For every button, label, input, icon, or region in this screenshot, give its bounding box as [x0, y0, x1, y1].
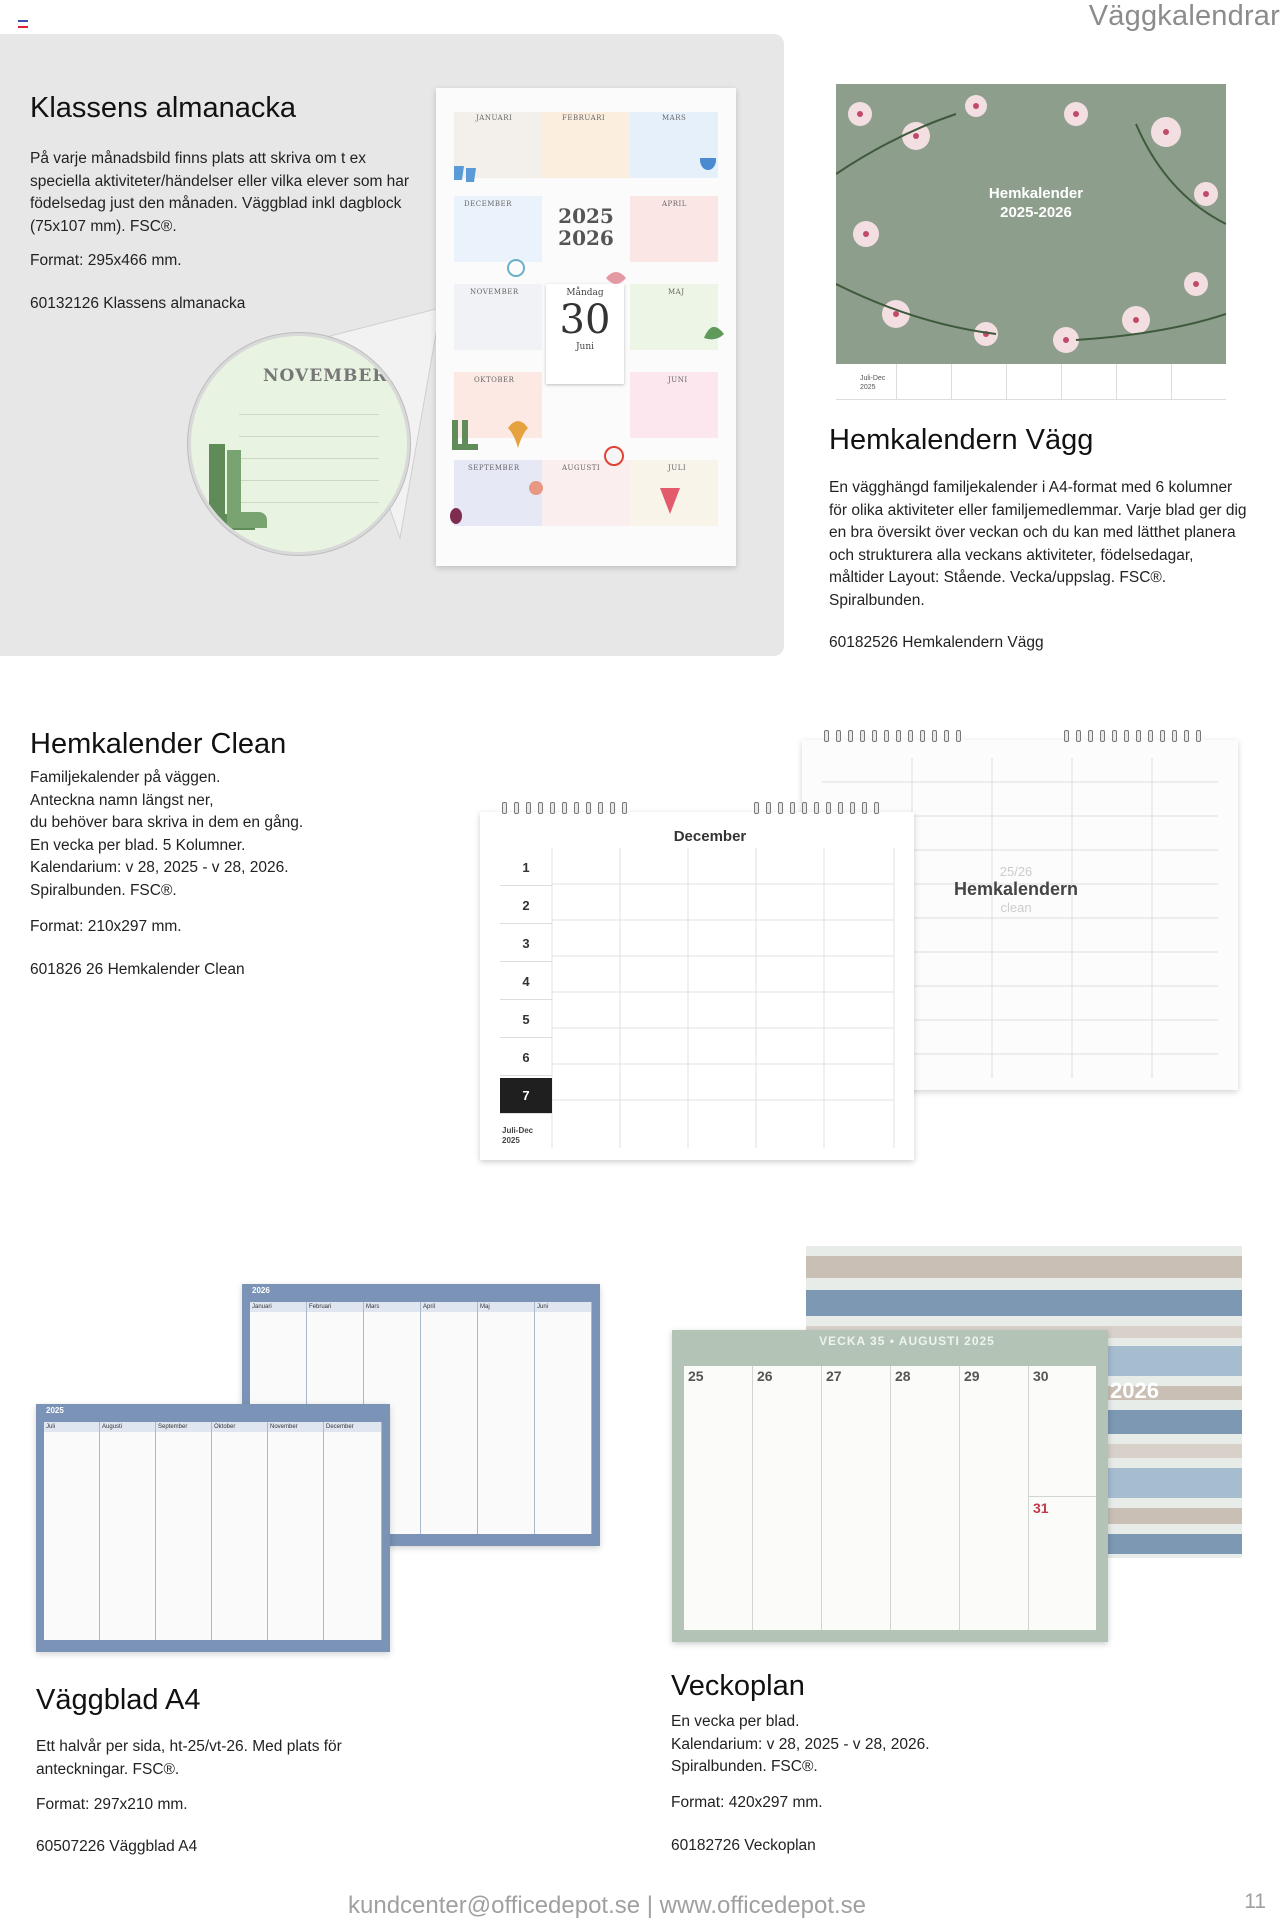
veckoplan-article: 60182726 Veckoplan	[671, 1837, 816, 1854]
day-number: 30	[559, 297, 611, 343]
description-line: Kalendarium: v 28, 2025 - v 28, 2026.	[671, 1735, 930, 1753]
day-month: Juni	[575, 342, 595, 352]
vaggblad-title: Väggblad A4	[36, 1684, 201, 1716]
spiral-binding	[1064, 730, 1201, 744]
day-cell: 6	[500, 1040, 552, 1076]
month-header: Februari	[307, 1302, 363, 1312]
week-title: VECKA 35 • AUGUSTI 2025	[819, 1334, 995, 1348]
klassens-article: 60132126 Klassens almanacka	[30, 295, 246, 312]
calendar-year-bottom: 2026	[558, 226, 614, 250]
veckoplan-front-image	[672, 1330, 1108, 1642]
day-number: 29	[964, 1368, 980, 1384]
zoom-detail-circle	[188, 333, 410, 555]
klassens-format: Format: 295x466 mm.	[30, 252, 182, 269]
cover-title: Hemkalender	[988, 185, 1084, 202]
month-label: OKTOBER	[474, 376, 515, 384]
spiral-binding	[824, 730, 961, 744]
day-number-sunday: 31	[1033, 1500, 1049, 1516]
month-header: September	[156, 1422, 211, 1432]
hemkalendern-vagg-description: En vägghängd familjekalender i A4-format med 6 kolumner för olika aktiviteter eller familjemedlemmar. Varje blad ger dig en bra översikt över veckan och du kan med lätthet planera och strukturera alla veckans aktiviteter, födelsedagar, måltider Layout: Stående. Vecka/uppslag. FSC®. Spiralbunden.	[829, 479, 1247, 609]
back-subtitle: clean	[1000, 900, 1032, 915]
month-label: NOVEMBER	[470, 288, 519, 296]
month-header: Juni	[535, 1302, 591, 1312]
hemkalendern-vagg-article: 60182526 Hemkalendern Vägg	[829, 634, 1044, 651]
day-cell: 4	[500, 964, 552, 1000]
description-line: Spiralbunden. FSC®.	[671, 1758, 818, 1775]
hemkalender-clean-front-image	[480, 812, 914, 1160]
month-header: Maj	[478, 1302, 534, 1312]
day-cell-sunday: 7	[500, 1078, 552, 1114]
cover-period-year: 2025	[860, 384, 876, 391]
back-title: Hemkalendern	[954, 879, 1079, 899]
vaggblad-front-image	[36, 1404, 390, 1652]
hemkalender-clean-description	[30, 767, 390, 902]
klassens-title: Klassens almanacka	[30, 92, 296, 124]
sheet-year: 2026	[252, 1286, 270, 1295]
month-label: MARS	[662, 114, 687, 122]
veckoplan-format: Format: 420x297 mm.	[671, 1794, 823, 1811]
description-line: Anteckna namn längst ner,	[30, 791, 214, 809]
hemkalender-clean-article: 601826 26 Hemkalender Clean	[30, 961, 245, 978]
hemkalendern-vagg-title: Hemkalendern Vägg	[829, 424, 1094, 456]
page-category: Väggkalendrar	[1088, 0, 1280, 32]
month-header: Januari	[250, 1302, 306, 1312]
front-month: December	[673, 828, 747, 845]
magnolia-flowers-icon	[836, 84, 1226, 364]
day-cell: 2	[500, 888, 552, 924]
spiral-binding	[754, 802, 879, 816]
day-number: 26	[757, 1368, 773, 1384]
month-label: JUNI	[668, 376, 688, 384]
day-name: Måndag	[566, 288, 604, 298]
description-line: Spiralbunden. FSC®.	[30, 881, 177, 899]
cover-years: 2025-2026	[1000, 204, 1072, 221]
vaggblad-format: Format: 297x210 mm.	[36, 1796, 188, 1813]
month-label: AUGUSTI	[562, 464, 601, 472]
klassens-description: På varje månadsbild finns plats att skriva om t ex speciella aktiviteter/händelser eller vilka elever som har födelsedag just den månaden. Väggblad inkl dagblock (75x107 mm). FSC®.	[30, 150, 410, 235]
month-label: APRIL	[662, 200, 687, 208]
vaggblad-description: Ett halvår per sida, ht-25/vt-26. Med plats för anteckningar. FSC®.	[36, 1738, 342, 1778]
month-header: April	[421, 1302, 477, 1312]
month-header: Augusti	[100, 1422, 155, 1432]
illustration-icons	[446, 158, 726, 538]
page-number: 11	[1244, 1890, 1266, 1913]
day-number: 27	[826, 1368, 842, 1384]
month-header: November	[268, 1422, 323, 1432]
month-header: Juli	[44, 1422, 99, 1432]
description-line: En vecka per blad. 5 Kolumner.	[30, 836, 246, 854]
month-label: JANUARI	[476, 114, 513, 122]
hemkalender-clean-format: Format: 210x297 mm.	[30, 918, 182, 935]
day-number: 28	[895, 1368, 911, 1384]
day-cell: 3	[500, 926, 552, 962]
month-label: JULI	[668, 464, 687, 472]
month-label: FEBRUARI	[562, 114, 606, 122]
month-label: SEPTEMBER	[468, 464, 520, 472]
spiral-binding	[502, 802, 627, 816]
month-header: Mars	[364, 1302, 420, 1312]
day-cell: 1	[500, 850, 552, 886]
front-period: Juli-Dec	[502, 1126, 534, 1135]
day-number: 25	[688, 1368, 704, 1384]
front-period-year: 2025	[502, 1136, 520, 1145]
month-header: Oktober	[212, 1422, 267, 1432]
flag-icon	[18, 20, 28, 27]
month-header: December	[324, 1422, 381, 1432]
calendar-year-top: 2025	[558, 204, 614, 228]
veckoplan-title: Veckoplan	[671, 1670, 805, 1702]
klassens-calendar-image	[436, 88, 736, 566]
day-cell: 5	[500, 1002, 552, 1038]
back-years: 25/26	[999, 864, 1033, 879]
description-line: du behöver bara skriva in dem en gång.	[30, 814, 304, 831]
hemkalender-clean-title: Hemkalender Clean	[30, 728, 287, 760]
zoom-month-label: NOVEMBER	[263, 366, 388, 386]
description-line: Kalendarium: v 28, 2025 - v 28, 2026.	[30, 859, 289, 876]
veckoplan-description	[671, 1711, 1031, 1779]
cover-period: Juli-Dec	[860, 375, 886, 382]
sheet-year: 2025	[46, 1406, 64, 1415]
description-line: Familjekalender på väggen.	[30, 769, 221, 786]
back-year: 2026	[1110, 1378, 1159, 1403]
month-label: MAJ	[668, 288, 685, 296]
vaggblad-article: 60507226 Väggblad A4	[36, 1838, 198, 1855]
month-label: DECEMBER	[464, 200, 512, 208]
description-line: En vecka per blad.	[671, 1713, 800, 1730]
footer-contact[interactable]: kundcenter@officedepot.se | www.officedepot.se	[348, 1892, 867, 1919]
day-number: 30	[1033, 1368, 1049, 1384]
boots-icon	[203, 444, 269, 554]
hemkalendern-cover-image	[836, 84, 1226, 400]
